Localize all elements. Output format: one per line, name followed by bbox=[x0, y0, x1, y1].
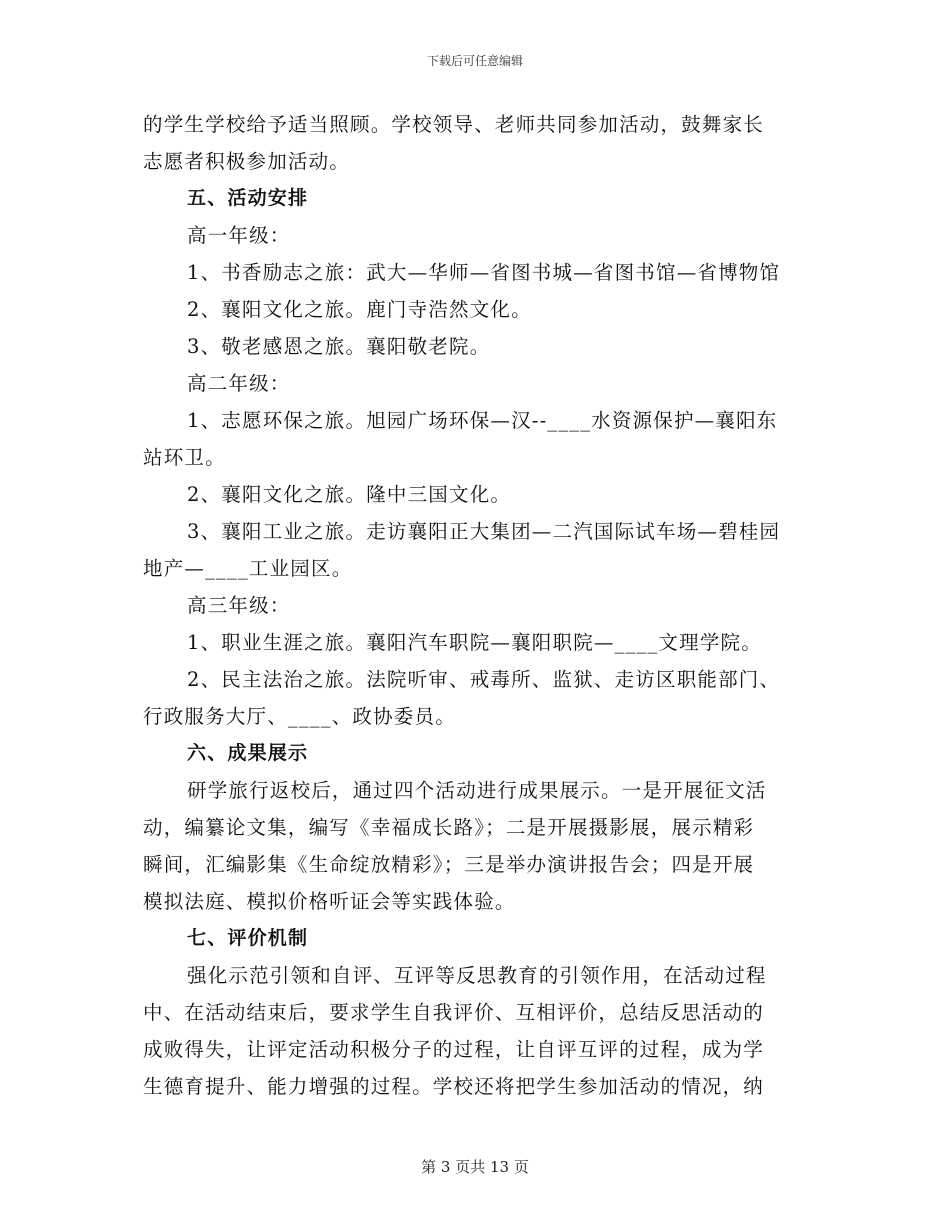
section-heading: 六、成果展示 bbox=[187, 742, 309, 764]
text-line: 成败得失，让评定活动积极分子的过程，让自评互评的过程，成为学 bbox=[143, 1038, 765, 1061]
text-line: 3、襄阳工业之旅。走访襄阳正大集团—二汽国际试车场—碧桂园 bbox=[187, 520, 781, 543]
text-line: 2、民主法治之旅。法院听审、戒毒所、监狱、走访区职能部门、 bbox=[187, 668, 781, 691]
page-footer: 第 3 页共 13 页 bbox=[421, 1158, 529, 1176]
section-heading: 七、评价机制 bbox=[187, 927, 309, 949]
text-line: 3、敬老感恩之旅。襄阳敬老院。 bbox=[187, 335, 491, 358]
document-body bbox=[143, 106, 807, 1105]
text-line: 模拟法庭、模拟价格听证会等实践体验。 bbox=[143, 890, 516, 913]
text-line: 高三年级： bbox=[187, 594, 291, 617]
text-line: 1、志愿环保之旅。旭园广场环保—汉--____水资源保护—襄阳东 bbox=[187, 409, 778, 432]
text-line: 瞬间，汇编影集《生命绽放精彩》；三是举办演讲报告会；四是开展 bbox=[143, 853, 755, 876]
text-line: 行政服务大厅、____、政协委员。 bbox=[143, 705, 456, 728]
text-line: 志愿者积极参加活动。 bbox=[143, 150, 351, 173]
text-line: 1、书香励志之旅：武大—华师—省图书城—省图书馆—省博物馆 bbox=[187, 261, 781, 284]
text-line: 生德育提升、能力增强的过程。学校还将把学生参加活动的情况，纳 bbox=[143, 1075, 765, 1098]
text-line: 地产—____工业园区。 bbox=[143, 557, 353, 580]
text-line: 1、职业生涯之旅。襄阳汽车职院—襄阳职院—____文理学院。 bbox=[187, 631, 762, 654]
text-line: 研学旅行返校后，通过四个活动进行成果展示。一是开展征文活 bbox=[187, 779, 767, 802]
text-line: 高二年级： bbox=[187, 372, 291, 395]
text-line: 2、襄阳文化之旅。鹿门寺浩然文化。 bbox=[187, 298, 532, 321]
text-line: 的学生学校给予适当照顾。学校领导、老师共同参加活动，鼓舞家长 bbox=[143, 113, 765, 136]
text-line: 强化示范引领和自评、互评等反思教育的引领作用，在活动过程 bbox=[187, 964, 767, 987]
page-header: 下载后可任意编辑 bbox=[426, 54, 523, 68]
section-heading: 五、活动安排 bbox=[187, 187, 309, 209]
text-line: 站环卫。 bbox=[143, 446, 226, 469]
text-line: 中、在活动结束后，要求学生自我评价、互相评价，总结反思活动的 bbox=[143, 1001, 765, 1024]
text-line: 动，编纂论文集，编写《幸福成长路》；二是开展摄影展，展示精彩 bbox=[143, 816, 755, 839]
text-line: 2、襄阳文化之旅。隆中三国文化。 bbox=[187, 483, 512, 506]
text-line: 高一年级： bbox=[187, 224, 291, 247]
